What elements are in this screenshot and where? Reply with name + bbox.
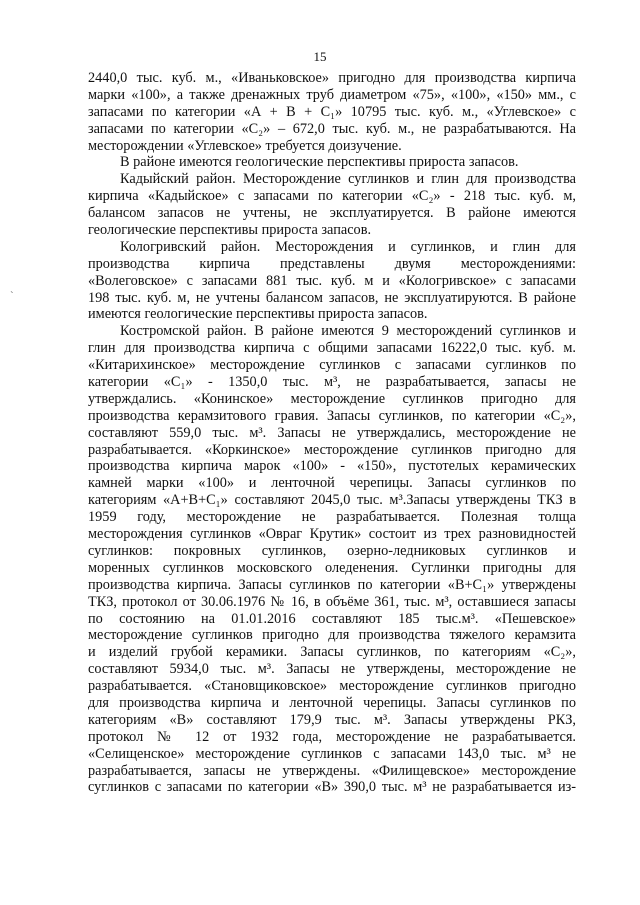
text-line: геологические перспективы прироста запасов. xyxy=(88,222,372,239)
text-line: запасами по категории «А + В + С₁» 10795 тыс. куб. м., «Углевское» с xyxy=(88,103,576,120)
text-line: Кадыйский район. Месторождение суглинков и глин для производства xyxy=(120,171,576,188)
page-number: 15 xyxy=(313,49,327,64)
text-line: Костромской район. В районе имеются 9 месторождений суглинков и xyxy=(120,323,576,340)
text-line: утверждались. «Конинское» месторождение суглинков пригодно для xyxy=(88,390,576,407)
text-line: балансом запасов не учтены, не эксплуатируется. В районе имеются xyxy=(88,205,576,222)
text-line: кирпича «Кадыйское» с запасами по категории «С₂» - 218 тыс. куб. м, xyxy=(88,188,576,205)
text-line: разрабатывается, запасы не утверждены. «Филищевское» месторождение xyxy=(88,762,576,779)
text-line: марки «100», а также дренажных труб диаметром «75», «100», «150» мм., с xyxy=(88,86,576,103)
text-line: протокол № 12 от 1932 года, месторождение не разрабатывается. xyxy=(88,728,576,745)
text-line: месторождении «Углевское» требуется доизучение. xyxy=(88,137,402,154)
text-line: производства кирпича. Запасы суглинков по категории «В+С₁» утверждены xyxy=(88,576,576,593)
text-line: запасами по категории «С₂» – 672,0 тыс. куб. м., не разрабатываются. На xyxy=(88,120,576,137)
scan-mark: ` xyxy=(10,290,14,302)
text-line: месторождения суглинков «Овраг Крутик» состоит из трех разновидностей xyxy=(88,526,576,543)
text-line: 198 тыс. куб. м, не учтены балансом запасов, не эксплуатируются. В районе xyxy=(88,289,576,306)
text-line: Кологривский район. Месторождения и суглинков, и глин для xyxy=(120,238,576,255)
text-line: составляют 559,0 тыс. м³. Запасы не утверждались, месторождение не xyxy=(88,424,576,441)
text-line: категории «С₁» - 1350,0 тыс. м³, не разрабатывается, запасы не xyxy=(88,374,576,391)
text-line: месторождение суглинков пригодно для производства тяжелого керамзита xyxy=(88,627,576,644)
text-line: производства керамзитового гравия. Запасы суглинков, по категории «С₂», xyxy=(88,407,576,424)
text-line: ТКЗ, протокол от 30.06.1976 № 16, в объёме 361, тыс. м³, оставшиеся запасы xyxy=(88,593,576,610)
text-line: суглинков с запасами по категории «В» 390,0 тыс. м³ не разрабатывается из- xyxy=(88,779,576,796)
text-line: категориям «А+В+С₁» составляют 2045,0 тыс. м³.Запасы утверждены ТКЗ в xyxy=(88,492,576,509)
text-line: для производства кирпича и ленточной черепицы. Запасы суглинков по xyxy=(88,694,576,711)
text-line: «Китарихинское» месторождение суглинков с запасами суглинков по xyxy=(88,357,576,374)
text-line: «Селищенское» месторождение суглинков с запасами 143,0 тыс. м³ не xyxy=(88,745,576,762)
text-line: глин для производства кирпича с общими запасами 16222,0 тыс. куб. м. xyxy=(88,340,576,357)
text-line: 1959 году, месторождение не разрабатывается. Полезная толща xyxy=(88,509,576,526)
text-line: по состоянию на 01.01.2016 составляют 185 тыс.м³. «Пешевское» xyxy=(88,610,576,627)
text-line: и изделий грубой керамики. Запасы суглинков, по категориям «С₂», xyxy=(88,644,576,661)
text-line: производства кирпича представлены двумя месторождениями: xyxy=(88,255,576,272)
text-line: моренных суглинков московского оледенения. Суглинки пригодны для xyxy=(88,559,576,576)
text-line: камней марки «100» и ленточной черепицы. Запасы суглинков по xyxy=(88,475,576,492)
text-line: В районе имеются геологические перспективы прироста запасов. xyxy=(120,154,519,171)
text-line: разрабатывается. «Коркинское» месторождение суглинков пригодно для xyxy=(88,441,576,458)
text-line: категориям «В» составляют 179,9 тыс. м³. Запасы утверждены РКЗ, xyxy=(88,711,576,728)
text-line: суглинков: покровных суглинков, озерно-ледниковых суглинков и xyxy=(88,542,576,559)
text-line: производства кирпича марок «100» - «150», пустотелых керамических xyxy=(88,458,576,475)
document-body xyxy=(88,70,576,796)
text-line: имеются геологические перспективы прироста запасов. xyxy=(88,306,428,323)
text-line: составляют 5934,0 тыс. м³. Запасы не утверждены, месторождение не xyxy=(88,661,576,678)
text-line: «Волеговское» с запасами 881 тыс. куб. м и «Кологривское» с запасами xyxy=(88,272,576,289)
text-line: 2440,0 тыс. куб. м., «Иваньковское» пригодно для производства кирпича xyxy=(88,70,576,86)
text-line: разрабатывается. «Становщиковское» месторождение суглинков пригодно xyxy=(88,678,576,695)
